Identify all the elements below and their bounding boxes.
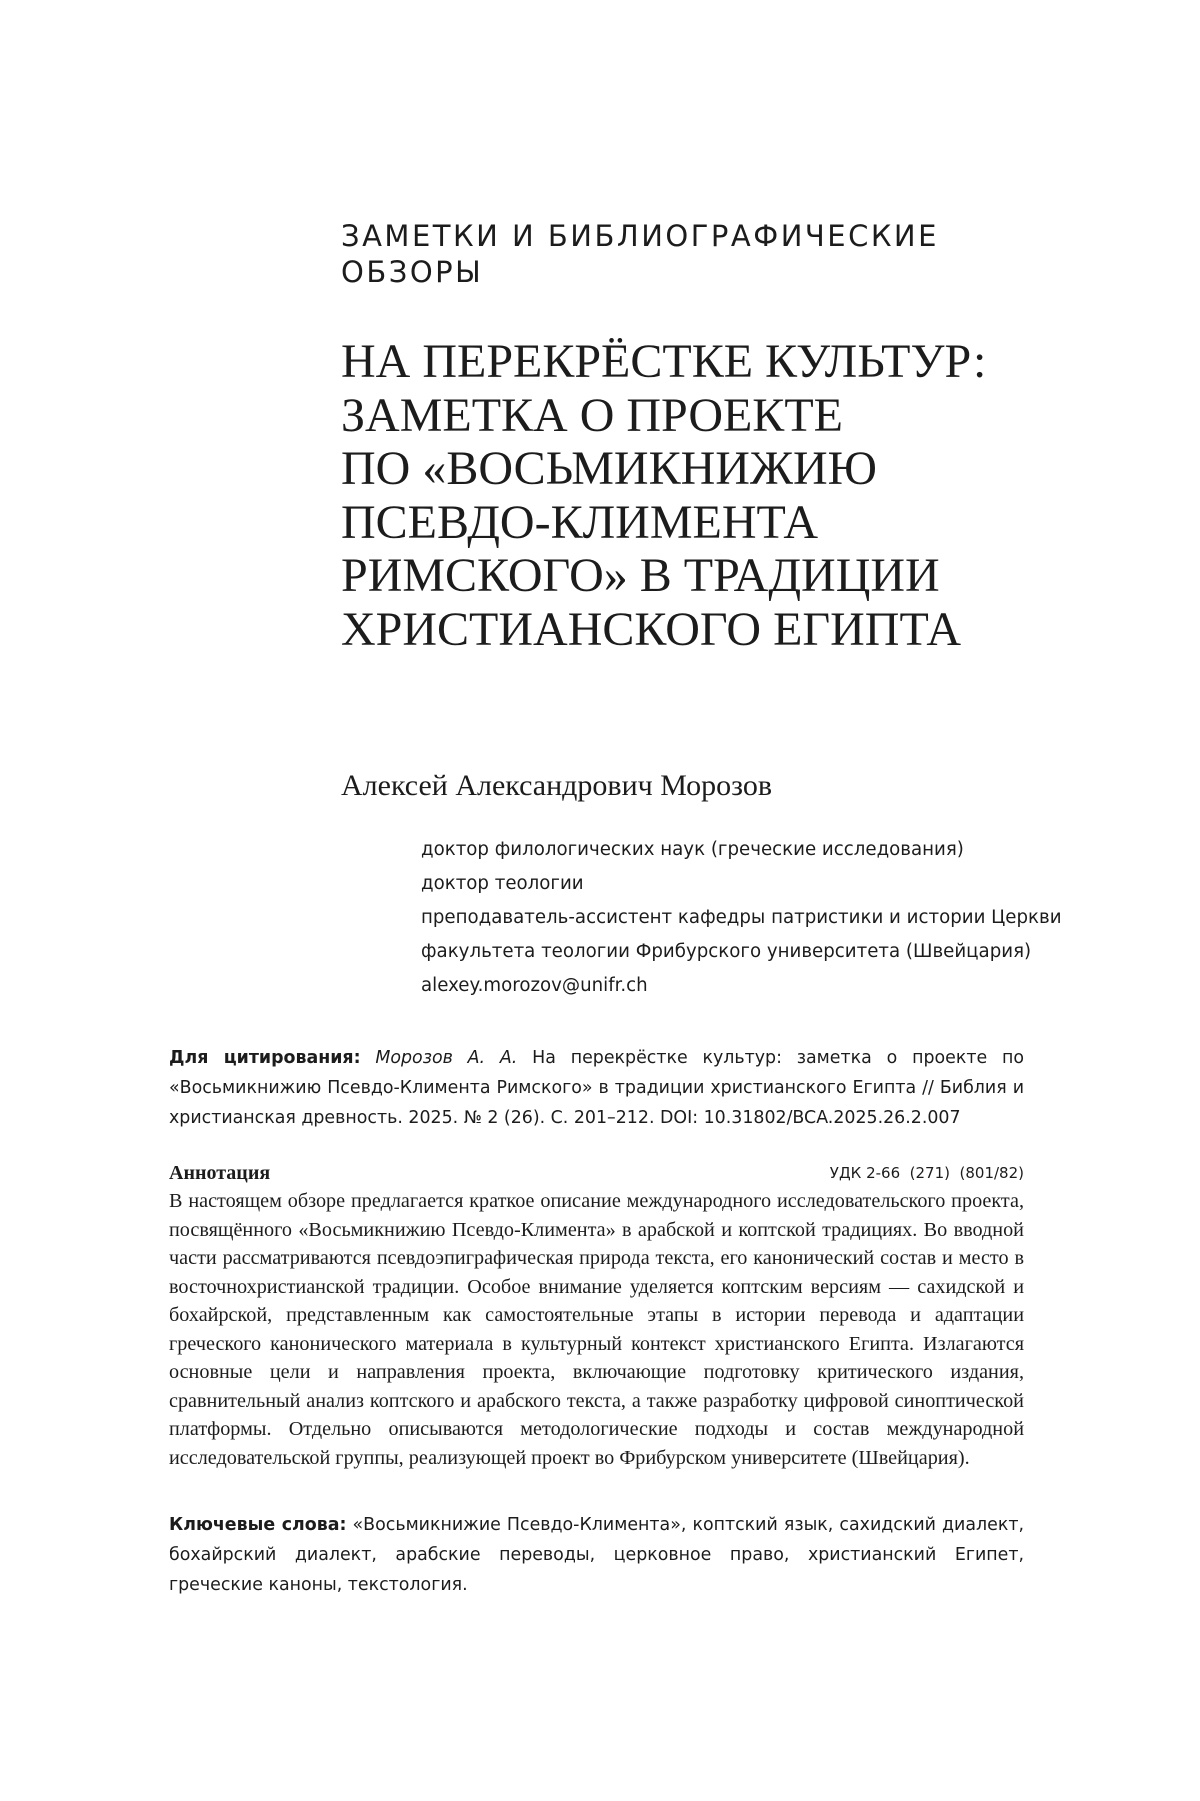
section-label-line-1: ЗАМЕТКИ И БИБЛИОГРАФИЧЕСКИЕ <box>341 219 939 253</box>
affiliation-degree-1: доктор филологических наук (греческие исследования) <box>421 839 964 860</box>
title-line-3: ПО «ВОСЬМИКНИЖИЮ <box>341 442 877 495</box>
affiliation-institution: факультета теологии Фрибурского университета (Швейцария) <box>421 941 1032 962</box>
author-email: alexey.morozov@unifr.ch <box>421 975 648 996</box>
title-line-1: НА ПЕРЕКРЁСТКЕ КУЛЬТУР: <box>341 335 987 388</box>
author-affiliation <box>421 833 1062 1003</box>
citation-author: Морозов А. А. <box>375 1048 518 1068</box>
title-line-5: РИМСКОГО» В ТРАДИЦИИ <box>341 549 940 602</box>
section-label-line-2: ОБЗОРЫ <box>341 255 484 289</box>
citation-block <box>169 1043 1024 1133</box>
article-title <box>341 335 1001 656</box>
citation-text: На перекрёстке культур: заметка о проекте по «Восьмикнижию Псевдо-Климента Римского» в традиции христианского Египта // Библия и христианская древность. 2025. № 2 (26). С. 201–212. DOI: 10.31802/BCA.2025.26.2.007 <box>169 1048 1024 1128</box>
title-line-4: ПСЕВДО-КЛИМЕНТА <box>341 495 819 549</box>
title-line-2: ЗАМЕТКА О ПРОЕКТЕ <box>341 388 843 442</box>
udk-code: УДК 2-66 (271) (801/82) <box>829 1164 1024 1182</box>
keywords-text: «Восьмикнижие Псевдо-Климента», коптский язык, сахидский диалект, бохайрский диалект, арабские переводы, церковное право, христианский Египет, греческие каноны, текстология. <box>169 1515 1024 1595</box>
keywords-label: Ключевые слова: <box>169 1515 347 1535</box>
abstract-text: В настоящем обзоре предлагается краткое описание международного исследовательского проекта, посвящённого «Восьмикнижию Псевдо-Климента» в арабской и коптской традициях. Во вводной части рассматриваются псевдоэпиграфическая природа текста, его канонический состав и место в восточнохристианской традиции. Особое внимание уделяется коптским версиям — сахидской и бохайрской, представленным как самостоятельные этапы в истории перевода и адаптации греческого канонического материала в культурный контекст христианского Египта. Излагаются основные цели и направления проекта, включающие подготовку критического издания, сравнительный анализ коптского и арабского текста, а также разработку цифровой синоптической платформы. Отдельно описываются методологические подходы и состав международной исследовательской группы, реализующей проект во Фрибурском университете (Швейцария). <box>169 1190 1024 1469</box>
keywords-block <box>169 1510 1024 1600</box>
author-name: Алексей Александрович Морозов <box>341 769 773 802</box>
section-label <box>341 218 961 290</box>
affiliation-degree-2: доктор теологии <box>421 873 584 894</box>
title-line-6: ХРИСТИАНСКОГО ЕГИПТА <box>341 602 962 656</box>
citation-label: Для цитирования: <box>169 1048 361 1068</box>
abstract-label: Аннотация <box>169 1162 271 1184</box>
abstract-header <box>169 1158 1024 1188</box>
affiliation-position: преподаватель-ассистент кафедры патристики и истории Церкви <box>421 907 1062 928</box>
